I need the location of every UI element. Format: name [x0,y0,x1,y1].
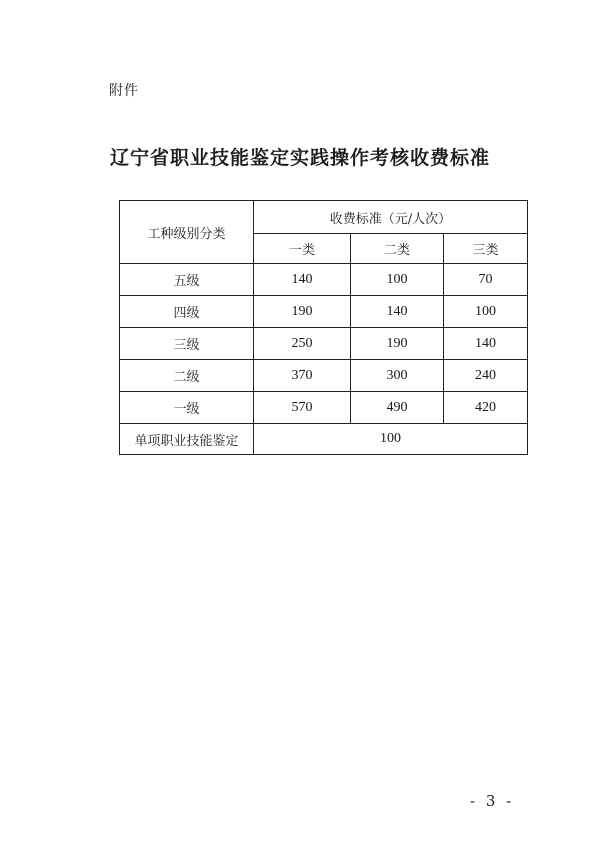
fee-cell: 490 [351,392,444,424]
level-cell: 一级 [120,392,254,424]
fee-table [119,200,528,455]
fee-cell: 70 [444,264,528,296]
table-row [120,328,528,360]
level-cell: 二级 [120,360,254,392]
fee-cell: 100 [444,296,528,328]
table-row [120,360,528,392]
table-row [120,392,528,424]
table-row [120,264,528,296]
fee-cell: 140 [254,264,351,296]
fee-cell: 240 [444,360,528,392]
fee-cell: 370 [254,360,351,392]
page-number: - 3 - [470,792,515,810]
level-cell: 五级 [120,264,254,296]
fee-cell: 190 [351,328,444,360]
level-cell: 四级 [120,296,254,328]
fee-cell: 190 [254,296,351,328]
single-item-label: 单项职业技能鉴定 [120,424,254,455]
fee-cell: 100 [351,264,444,296]
single-item-value: 100 [254,424,528,455]
category-header: 一类 [254,234,351,264]
header-row [120,201,528,234]
category-header: 二类 [351,234,444,264]
category-header: 三类 [444,234,528,264]
table-row [120,296,528,328]
fee-cell: 250 [254,328,351,360]
fee-header: 收费标准（元/人次） [254,201,528,234]
corner-header: 工种级别分类 [120,201,254,264]
fee-cell: 300 [351,360,444,392]
document-title: 辽宁省职业技能鉴定实践操作考核收费标准 [109,147,490,169]
fee-cell: 420 [444,392,528,424]
fee-cell: 140 [351,296,444,328]
fee-cell: 140 [444,328,528,360]
fee-cell: 570 [254,392,351,424]
attachment-label: 附件 [109,83,139,99]
single-item-row [120,424,528,455]
level-cell: 三级 [120,328,254,360]
